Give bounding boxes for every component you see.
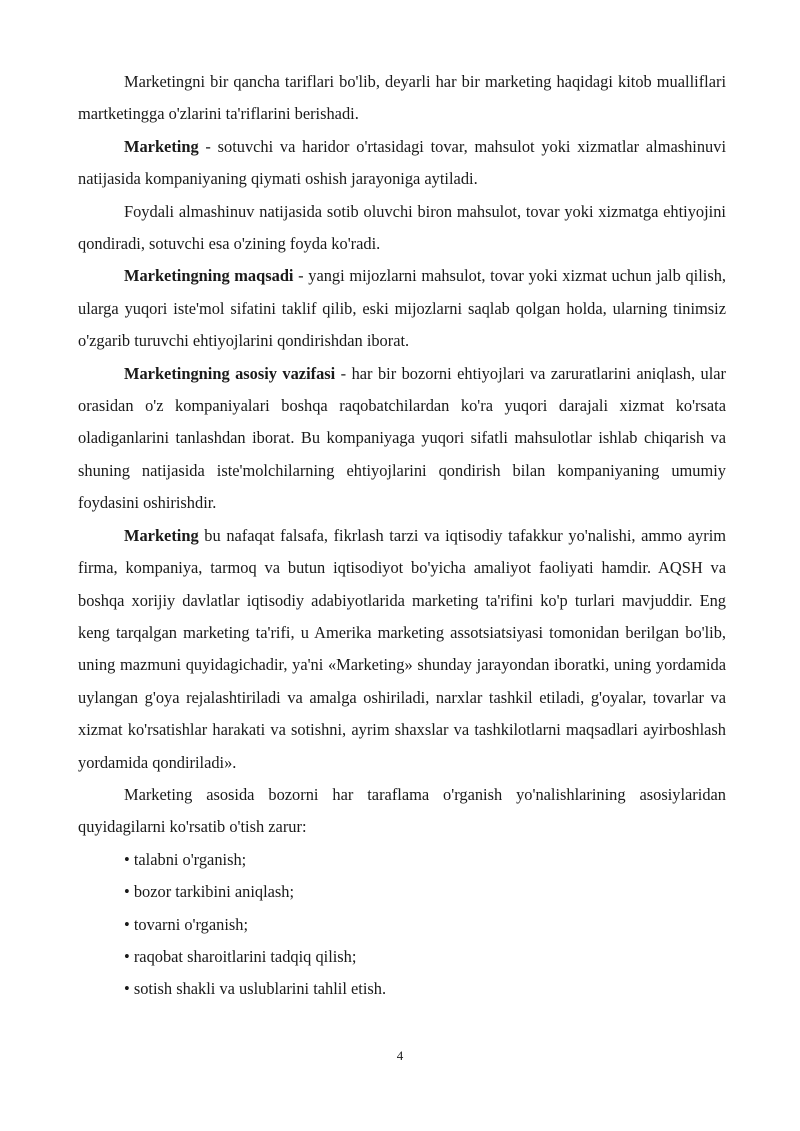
paragraph-lead-term: Marketingning maqsadi (124, 266, 294, 286)
paragraph-lead-term: Marketingning asosiy vazifasi (124, 363, 336, 383)
paragraph-text: - har bir bozorni ehtiyojlari va zaruratlarini aniqlash, ular orasidan o'z kompaniyalari boshqa raqobatchilardan ko'ra yuqori darajali xizmat ko'rsata oladiganlarini tanlashdan iborat. Bu kompaniyaga yuqori sifatli mahsulotlar ishlab chiqarish va shuning natijasida iste'molchilarning ehtiyojlarini qondirish bilan kompaniyaning umumiy foydasini oshirishdir. (78, 363, 726, 513)
paragraph-lead-term: Marketing (124, 136, 199, 156)
paragraph-text: Foydali almashinuv natijasida sotib oluvchi biron mahsulot, tovar yoki xizmatga ehtiyojini qondiradi, sotuvchi esa o'zining foyda ko'radi. (78, 201, 726, 254)
paragraph-marketing-definition (78, 131, 726, 196)
paragraph-main-task (78, 358, 726, 520)
paragraph-text: Marketingni bir qancha tariflari bo'lib, deyarli har bir marketing haqidagi kitob mualliflari martketingga o'zlarini ta'riflarini berishadi. (78, 72, 726, 124)
bullet-list (78, 844, 726, 1006)
paragraph-goal (78, 260, 726, 357)
list-item: • sotish shakli va uslublarini tahlil etish. (124, 979, 387, 999)
paragraph-intro (78, 66, 726, 131)
paragraph-text: - yangi mijozlarni mahsulot, tovar yoki xizmat uchun jalb qilish, ularga yuqori iste'mol sifatini taklif qilib, eski mijozlarni saqlab qolgan holda, ularning tinimsiz o'zgarib turuvchi ehtiyojlarini qondirishdan iborat. (78, 266, 726, 351)
list-item: • raqobat sharoitlarini tadqiq qilish; (124, 946, 357, 966)
paragraph-lead-term: Marketing (124, 525, 199, 545)
paragraph-text: - sotuvchi va haridor o'rtasidagi tovar, mahsulot yoki xizmatlar almashinuvi natijasida kompaniyaning qiymati oshish jarayoniga aytiladi. (78, 136, 726, 189)
document-page (78, 66, 726, 1006)
paragraph-philosophy (78, 520, 726, 779)
paragraph-research-directions (78, 779, 726, 844)
paragraph-exchange (78, 196, 726, 261)
paragraph-text: bu nafaqat falsafa, fikrlash tarzi va iqtisodiy tafakkur yo'nalishi, ammo ayrim firma, kompaniya, tarmoq va butun iqtisodiyot bo'yicha amaliyot faoliyati hamdir. AQSH va boshqa xorijiy davlatlar iqtisodiy adabiyotlarida marketing ta'rifini ko'p turlari mavjuddir. Eng keng tarqalgan marketing ta'rifi, u Amerika marketing assotsiatsiyasi tomonidan berilgan bo'lib, uning mazmuni quyidagichadir, ya'ni «Marketing» shunday jarayondan iboratki, uning yordamida uylangan g'oya rejalashtiriladi va amalga oshiriladi, narxlar tashkil etiladi, g'oyalar, tovarlar va xizmat ko'rsatishlar harakati va sotishni, ayrim shaxslar va tashkilotlarni maqsadlari ayirboshlash yordamida qondiriladi». (78, 525, 726, 772)
list-item: • talabni o'rganish; (124, 849, 247, 869)
list-item: • tovarni o'rganish; (124, 914, 249, 934)
paragraph-text: Marketing asosida bozorni har taraflama o'rganish yo'nalishlarining asosiylaridan quyidagilarni ko'rsatib o'tish zarur: (78, 784, 726, 837)
list-item: • bozor tarkibini aniqlash; (124, 882, 295, 902)
page-number: 4 (396, 1048, 404, 1063)
